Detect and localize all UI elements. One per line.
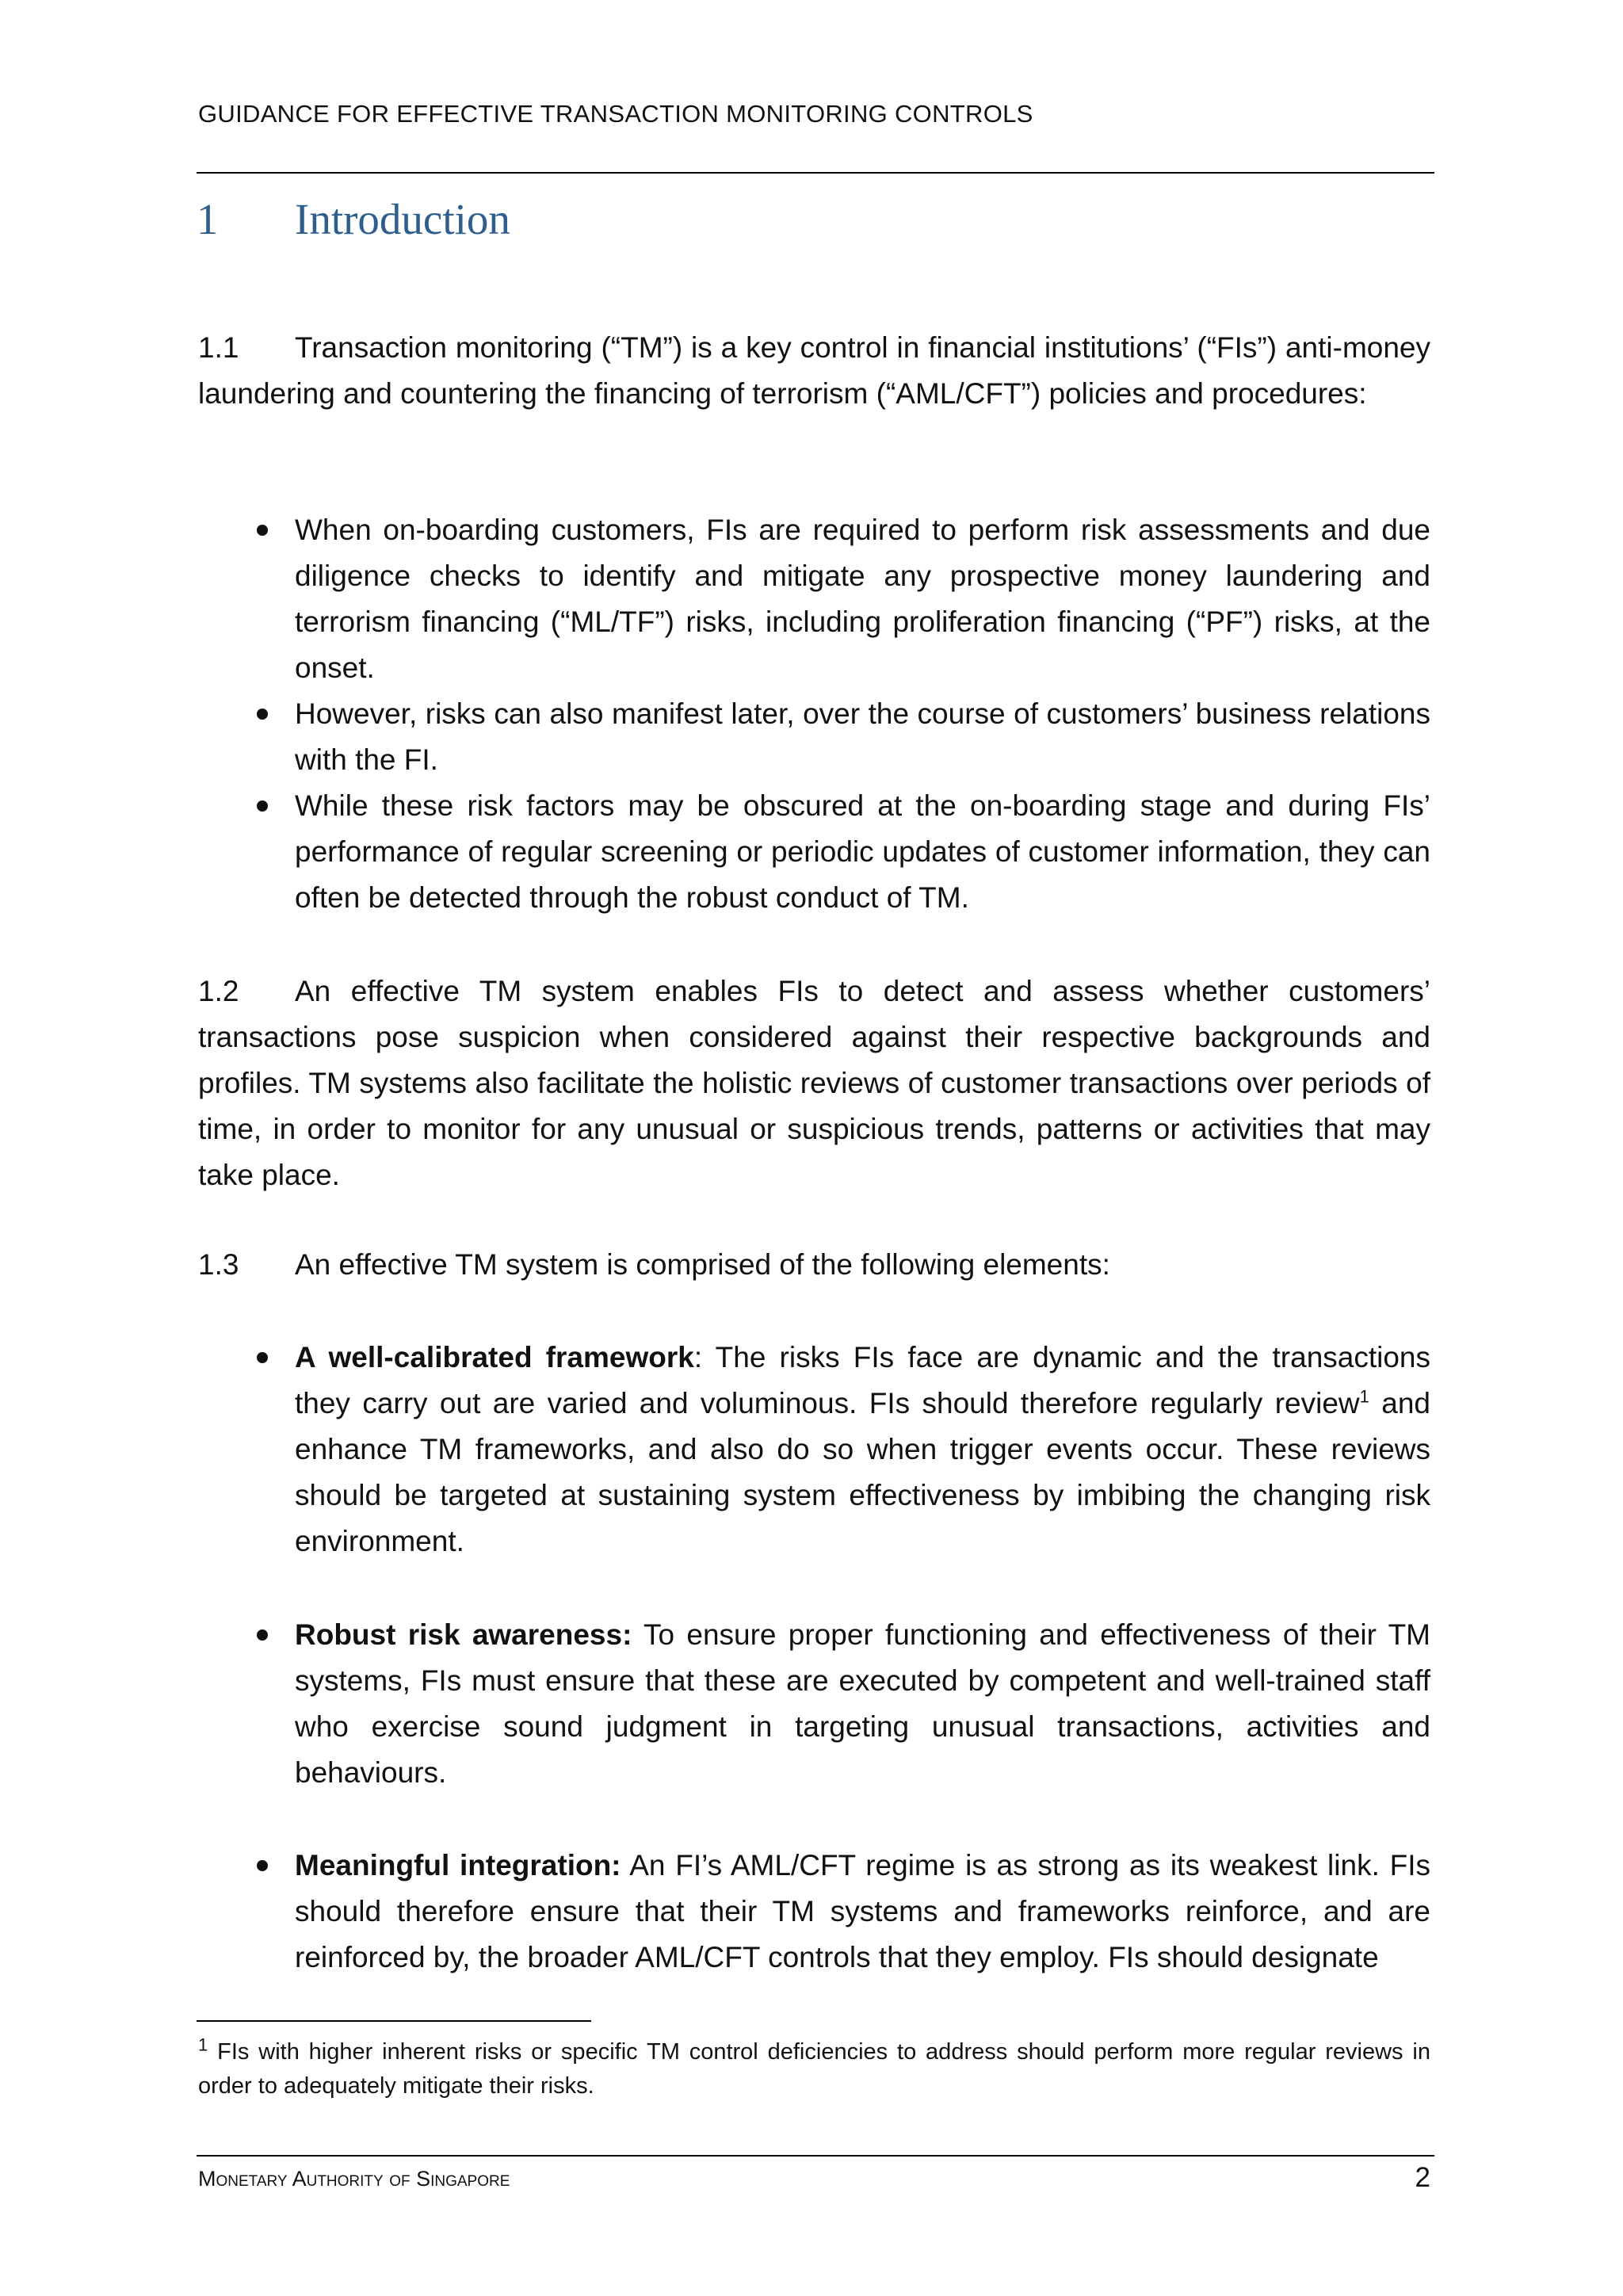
- element-risk-awareness: [198, 1612, 1430, 1796]
- bullet-icon: [257, 800, 268, 812]
- section-1-1-bullets: [198, 507, 1430, 921]
- footnote: [198, 2035, 1430, 2103]
- element-framework: [198, 1335, 1430, 1564]
- bullet-list: [198, 507, 1430, 921]
- element-integration: [198, 1843, 1430, 1981]
- chapter-title: Introduction: [295, 195, 510, 243]
- section-1-1: [198, 325, 1430, 417]
- paragraph-text: An effective TM system enables FIs to detect and assess whether customers’ transactions pose suspicion when considered against their respective backgrounds and profiles. TM systems also facilitate the holistic reviews of customer transactions over periods of time, in order to monitor for any unusual or suspicious trends, patterns or activities that may take place.: [198, 975, 1430, 1191]
- chapter-heading: [197, 194, 510, 244]
- list-item: However, risks can also manifest later, over the course of customers’ business relations with the FI.: [198, 691, 1430, 783]
- footnote-divider: [197, 2020, 591, 2022]
- paragraph-text: An effective TM system is comprised of the following elements:: [295, 1248, 1110, 1281]
- footnote-reference: 1: [1359, 1386, 1369, 1407]
- bullet-title: Meaningful integration:: [295, 1849, 621, 1881]
- list-item: Meaningful integration: An FI’s AML/CFT regime is as strong as its weakest link. FIs should therefore ensure that their TM systems and frameworks reinforce, and are reinforced by, the broader AML/CFT controls that they employ. FIs should designate: [198, 1843, 1430, 1981]
- paragraph-1-2: [198, 968, 1430, 1198]
- footer-organization: Monetary Authority of Singapore: [198, 2167, 510, 2191]
- section-1-2: [198, 968, 1430, 1198]
- footnote-marker: 1: [198, 2034, 208, 2055]
- header-divider: [197, 172, 1434, 174]
- bullet-title: A well-calibrated framework: [295, 1341, 694, 1373]
- list-item: Robust risk awareness: To ensure proper functioning and effectiveness of their TM systems, FIs must ensure that these are executed by competent and well-trained staff who exercise sound judgment in targeting unusual transactions, activities and behaviours.: [198, 1612, 1430, 1796]
- paragraph-text: Transaction monitoring (“TM”) is a key control in financial institutions’ (“FIs”) anti-money laundering and countering the financing of terrorism (“AML/CFT”) policies and procedures:: [198, 331, 1430, 410]
- bullet-icon: [257, 525, 268, 536]
- list-item: A well-calibrated framework: The risks FIs face are dynamic and the transactions they carry out are varied and voluminous. FIs should therefore regularly review$^1$ and enhance TM frameworks, and also do so when trigger events occur. These reviews should be targeted at sustaining system effectiveness by imbibing the changing risk environment.: [198, 1335, 1430, 1564]
- list-item: While these risk factors may be obscured at the on-boarding stage and during FIs’ performance of regular screening or periodic updates of customer information, they can often be detected through the robust conduct of TM.: [198, 783, 1430, 921]
- chapter-number: 1: [197, 195, 219, 243]
- bullet-icon: [257, 1629, 268, 1641]
- running-header: GUIDANCE FOR EFFECTIVE TRANSACTION MONITORING CONTROLS: [198, 100, 1033, 128]
- bullet-icon: [257, 1352, 268, 1363]
- paragraph-number: 1.1: [198, 331, 239, 364]
- section-1-3: [198, 1242, 1430, 1288]
- bullet-title: Robust risk awareness:: [295, 1618, 632, 1651]
- paragraph-number: 1.3: [198, 1248, 239, 1281]
- list-item: When on-boarding customers, FIs are required to perform risk assessments and due diligence checks to identify and mitigate any prospective money laundering and terrorism financing (“ML/TF”) risks, including proliferation financing (“PF”) risks, at the onset.: [198, 507, 1430, 691]
- bullet-icon: [257, 1860, 268, 1871]
- page-number: 2: [1415, 2162, 1430, 2193]
- bullet-icon: [257, 709, 268, 720]
- paragraph-1-3: [198, 1242, 1430, 1288]
- footnote-text: FIs with higher inherent risks or specific TM control deficiencies to address should perform more regular reviews in order to adequately mitigate their risks.: [198, 2039, 1430, 2099]
- paragraph-1-1: [198, 325, 1430, 417]
- paragraph-number: 1.2: [198, 975, 239, 1007]
- footer-divider: [197, 2155, 1434, 2157]
